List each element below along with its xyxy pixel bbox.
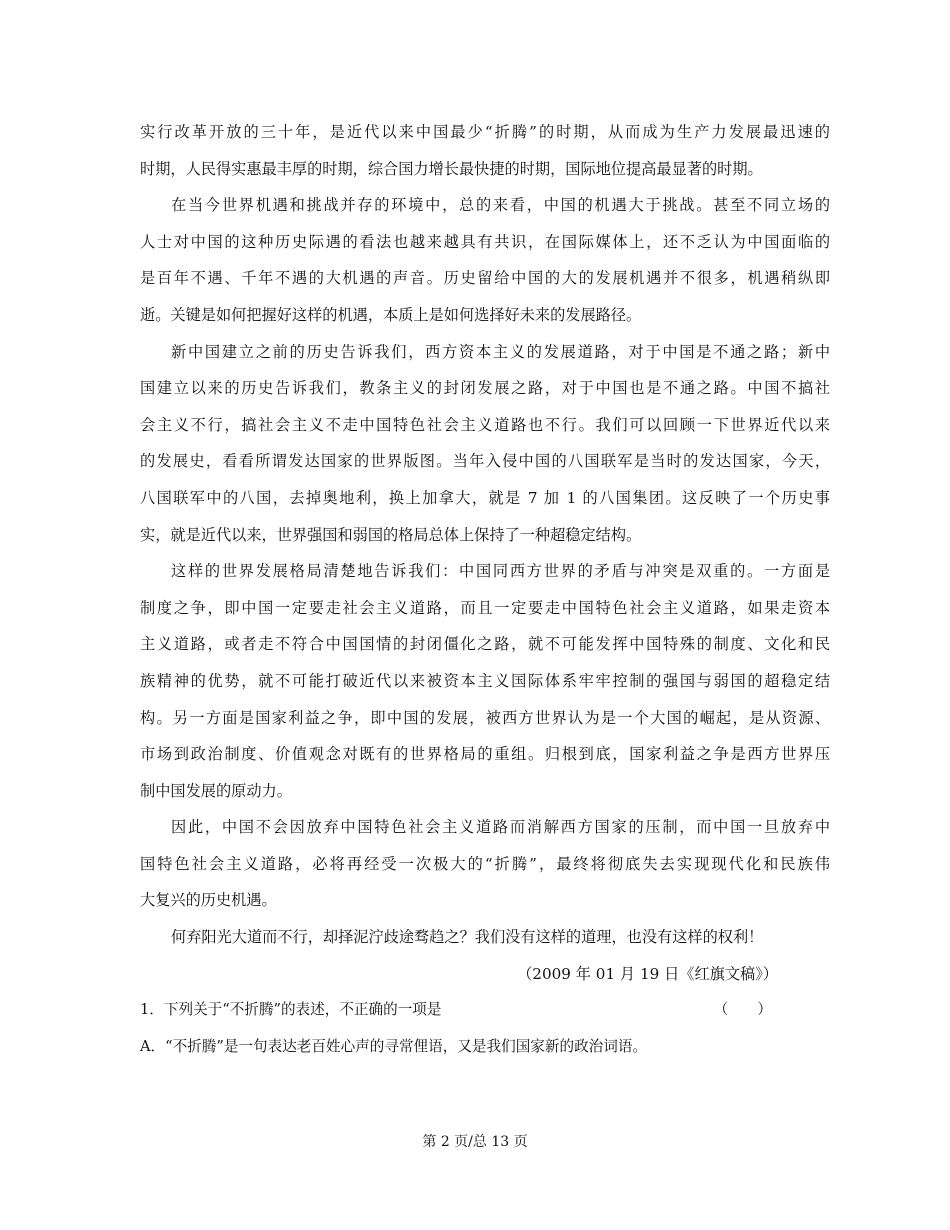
text-line: 实行改革开放的三十年，是近代以来中国最少“折腾”的时期，从而成为生产力发展最迅速的 — [140, 123, 830, 141]
text-line: 逝。关键是如何把握好这样的机遇，本质上是如何选择好未来的发展路径。 — [140, 305, 642, 324]
text-line: 制中国发展的原动力。 — [140, 781, 292, 800]
paragraph — [140, 114, 830, 187]
text-line: 八国联军中的八国，去掉奥地利，换上加拿大，就是 7 加 1 的八国集团。这反映了一个历史事 — [140, 488, 830, 507]
paragraph — [140, 553, 830, 809]
text-line: 时期，人民得实惠最丰厚的时期，综合国力增长最快捷的时期，国际地位提高最显著的时期。 — [140, 159, 763, 178]
text-line: 实，就是近代以来，世界强国和弱国的格局总体上保持了一种超稳定结构。 — [140, 525, 642, 544]
text-line: 市场到政治制度、价值观念对既有的世界格局的重组。归根到底，国家利益之争是西方世界压 — [140, 745, 830, 764]
option-a: A．“不折腾”是一句表达老百姓心声的寻常俚语，又是我们国家新的政治词语。 — [140, 1037, 648, 1055]
paragraph — [140, 919, 830, 956]
text-line: 构。另一方面是国家利益之争，即中国的发展，被西方世界认为是一个大国的崛起，是从资源、 — [140, 708, 830, 727]
text-line: 人士对中国的这种历史际遇的看法也越来越具有共识，在国际媒体上，还不乏认为中国面临的 — [140, 232, 830, 251]
text-line: 国建立以来的历史告诉我们，教条主义的封闭发展之路，对于中国也是不通之路。中国不搞社 — [140, 379, 830, 398]
text-line: 大复兴的历史机遇。 — [140, 891, 277, 910]
text-line: 主义道路，或者走不符合中国国情的封闭僵化之路，就不可能发挥中国特殊的制度、文化和民 — [140, 635, 830, 654]
paragraph — [140, 334, 830, 554]
question-1-text: 1．下列关于“不折腾”的表述，不正确的一项是 — [140, 1001, 442, 1019]
source-citation: （2009 年 01 月 19 日《红旗文稿》） — [517, 964, 778, 983]
answer-blank: （ ） — [713, 1001, 772, 1019]
text-line: 这样的世界发展格局清楚地告诉我们：中国同西方世界的矛盾与冲突是双重的。一方面是 — [171, 562, 830, 581]
text-line: 的发展史，看看所谓发达国家的世界版图。当年入侵中国的八国联军是当时的发达国家，今天， — [140, 452, 830, 471]
text-line: 族精神的优势，就不可能打破近代以来被资本主义国际体系牢牢控制的强国与弱国的超稳定结 — [140, 671, 830, 690]
question-1 — [140, 992, 830, 1029]
text-line: 制度之争，即中国一定要走社会主义道路，而且一定要走中国特色社会主义道路，如果走资本 — [140, 598, 830, 617]
article-body — [140, 114, 830, 956]
text-line: 会主义不行，搞社会主义不走中国特色社会主义道路也不行。我们可以回顾一下世界近代以来 — [140, 415, 830, 434]
text-line: 是百年不遇、千年不遇的大机遇的声音。历史留给中国的大的发展机遇并不很多，机遇稍纵即 — [140, 269, 830, 288]
paragraph — [140, 187, 830, 333]
paragraph — [140, 809, 830, 919]
text-line: 因此，中国不会因放弃中国特色社会主义道路而消解西方国家的压制，而中国一旦放弃中 — [171, 818, 830, 837]
text-line: 何弃阳光大道而不行，却择泥泞歧途骛趋之？我们没有这样的道理，也没有这样的权利！ — [171, 928, 764, 947]
text-line: 国特色社会主义道路，必将再经受一次极大的“折腾”，最终将彻底失去实现现代化和民族伟 — [140, 854, 830, 873]
page-footer: 第 2 页/总 13 页 — [422, 1134, 528, 1150]
document-page — [140, 114, 830, 1065]
text-line: 在当今世界机遇和挑战并存的环境中，总的来看，中国的机遇大于挑战。甚至不同立场的 — [171, 196, 830, 215]
text-line: 新中国建立之前的历史告诉我们，西方资本主义的发展道路，对于中国是不通之路；新中 — [171, 342, 830, 361]
